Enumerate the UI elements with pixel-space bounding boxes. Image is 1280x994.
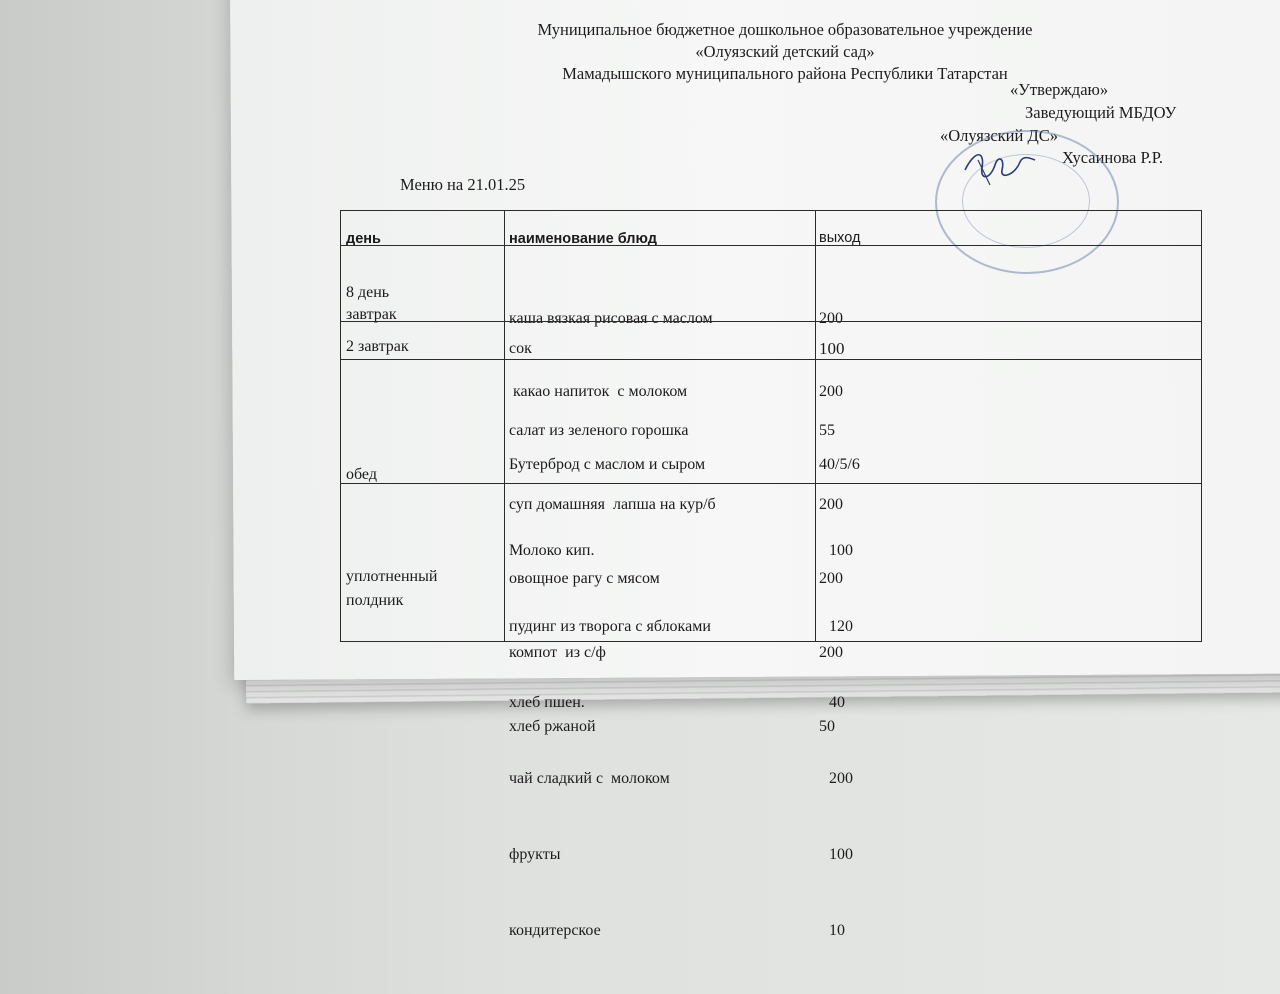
kindergarten-name: «Олуязский детский сад» [695, 42, 875, 61]
day-cell: 2 завтрак [346, 338, 409, 355]
output-cell: 100 [819, 339, 845, 358]
institution-name: Муниципальное бюджетное дошкольное образовательное учреждение [537, 20, 1033, 39]
output-cell: 100 120 40 200 100 10 [829, 542, 853, 939]
dishes-cell: сок [509, 340, 532, 357]
output-cell: 55 200 200 200 50 [819, 422, 843, 735]
signature [960, 140, 1040, 190]
district-name: Мамадышского муниципального района Республики Татарстан [562, 64, 1008, 83]
header-output: выход [819, 230, 861, 246]
approver-position: Заведующий МБДОУ [1025, 103, 1177, 122]
menu-table [340, 210, 1202, 939]
table-row [341, 321, 1201, 360]
day-cell: 8 день завтрак [346, 284, 397, 323]
dishes-cell: салат из зеленого горошка суп домашняя лапша на кур/б овощное рагу с мясом компот из с/ф хлеб ржаной [509, 422, 716, 735]
day-cell: уплотненный полдник [346, 568, 438, 609]
approve-label: «Утверждаю» [1010, 80, 1109, 99]
approver-name: Хусаинова Р.Р. [1062, 148, 1163, 167]
table-row [341, 483, 1201, 939]
dishes-cell: Молоко кип. пудинг из творога с яблоками хлеб пшен. чай сладкий с молоком фрукты кондитерское [509, 542, 711, 939]
header-dishes: наименование блюд [509, 231, 657, 247]
dishes-cell: каша вязкая рисовая с маслом какао напиток с молоком Бутерброд с маслом и сыром [509, 310, 713, 473]
approver-org: «Олуязский ДС» [940, 126, 1058, 145]
table-header-row [341, 211, 1201, 245]
output-cell: 200 200 40/5/6 [819, 310, 860, 473]
menu-title: Меню на 21.01.25 [400, 175, 526, 194]
day-cell: обед [346, 466, 377, 483]
header-day: день [346, 231, 381, 247]
